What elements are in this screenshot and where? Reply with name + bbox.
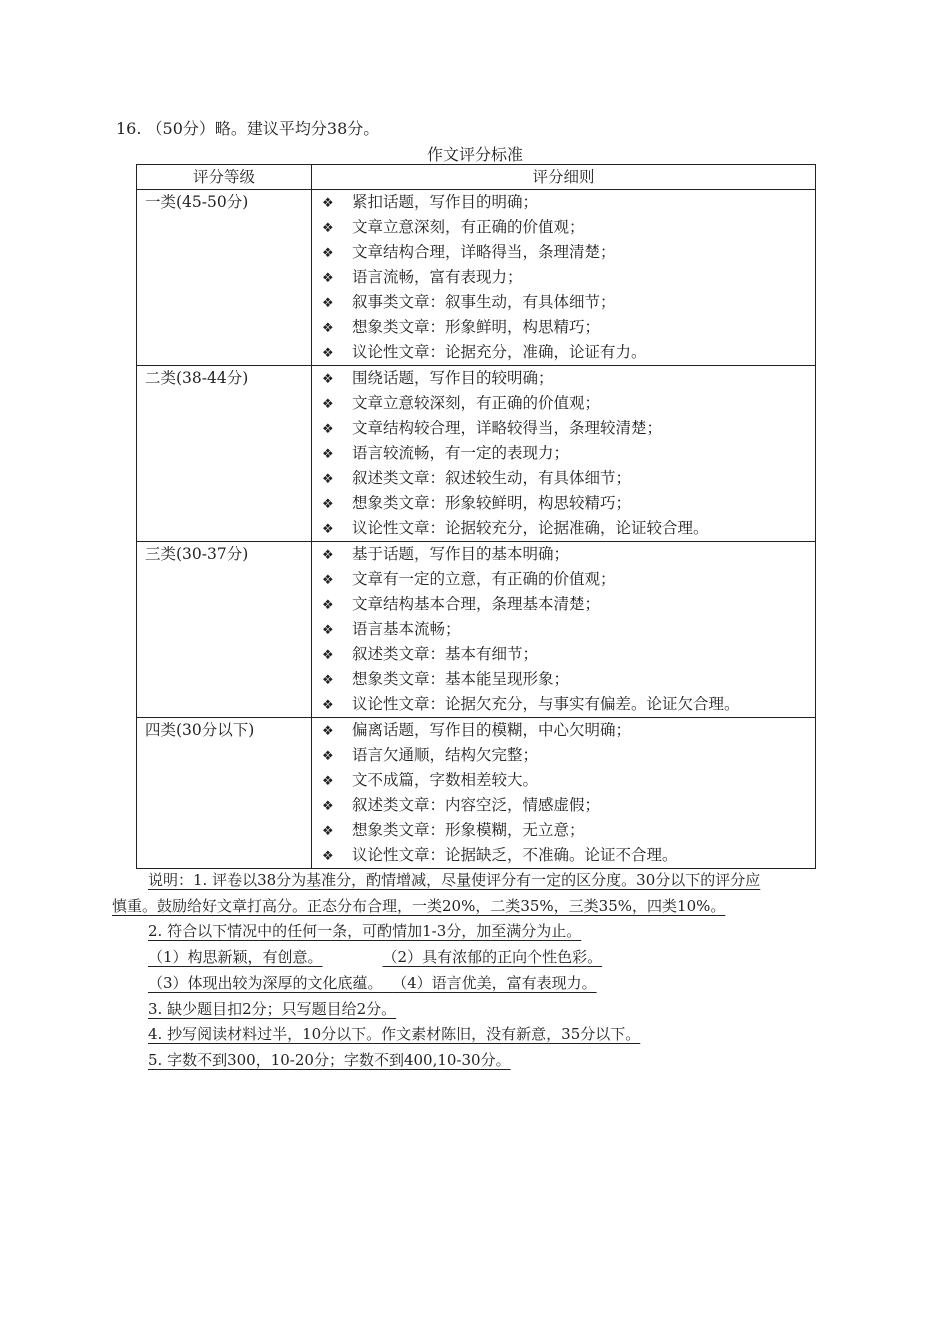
- criteria-text: 想象类文章：形象鲜明，构思精巧；: [352, 318, 601, 336]
- note-2-1: （1）构思新颖，有创意。: [148, 948, 323, 967]
- criteria-item: [312, 391, 815, 416]
- diamond-bullet-icon: ❖: [322, 623, 334, 638]
- diamond-bullet-icon: ❖: [322, 799, 334, 814]
- header-details: 评分细则: [312, 165, 816, 190]
- note-2: 2. 符合以下情况中的任何一条，可酌情加1-3分，加至满分为止。: [148, 922, 582, 941]
- criteria-item: [312, 667, 815, 692]
- criteria-item: [312, 592, 815, 617]
- table-row: [137, 190, 816, 366]
- criteria-text: 基于话题，写作目的基本明确；: [352, 545, 570, 563]
- table-row: [137, 718, 816, 869]
- note-2-2: （2）具有浓郁的正向个性色彩。: [382, 948, 603, 967]
- criteria-item: [312, 692, 815, 717]
- diamond-bullet-icon: ❖: [322, 372, 334, 387]
- table-row: [137, 542, 816, 718]
- criteria-item: [312, 416, 815, 441]
- diamond-bullet-icon: ❖: [322, 472, 334, 487]
- criteria-text: 叙述类文章：叙述较生动，有具体细节；: [352, 469, 632, 487]
- diamond-bullet-icon: ❖: [322, 246, 334, 261]
- criteria-item: [312, 315, 815, 340]
- question-line: 16. （50分）略。建议平均分38分。: [116, 119, 380, 138]
- grade-level: 一类(45-50分): [137, 190, 312, 366]
- note-3: 3. 缺少题目扣2分；只写题目给2分。: [148, 999, 397, 1018]
- criteria-text: 文不成篇，字数相差较大。: [352, 771, 539, 789]
- diamond-bullet-icon: ❖: [322, 673, 334, 688]
- criteria-item: [312, 366, 815, 391]
- diamond-bullet-icon: ❖: [322, 774, 334, 789]
- criteria-item: [312, 617, 815, 642]
- table-row: [137, 366, 816, 542]
- diamond-bullet-icon: ❖: [322, 598, 334, 613]
- diamond-bullet-icon: ❖: [322, 698, 334, 713]
- note-1b: 慎重。鼓励给好文章打高分。正态分布合理，一类20%，二类35%，三类35%，四类10%。: [112, 896, 726, 915]
- criteria-text: 语言基本流畅；: [352, 620, 461, 638]
- criteria-text: 文章立意深刻，有正确的价值观；: [352, 218, 585, 236]
- diamond-bullet-icon: ❖: [322, 548, 334, 563]
- diamond-bullet-icon: ❖: [322, 648, 334, 663]
- criteria-item: [312, 743, 815, 768]
- criteria-text: 议论性文章：论据欠充分，与事实有偏差。论证欠合理。: [352, 695, 740, 713]
- diamond-bullet-icon: ❖: [322, 447, 334, 462]
- diamond-bullet-icon: ❖: [322, 522, 334, 537]
- criteria-text: 想象类文章：基本能呈现形象；: [352, 670, 570, 688]
- criteria-item: [312, 290, 815, 315]
- criteria-item: [312, 466, 815, 491]
- grade-criteria: [312, 366, 816, 542]
- criteria-item: [312, 441, 815, 466]
- criteria-text: 文章结构基本合理，条理基本清楚；: [352, 595, 601, 613]
- diamond-bullet-icon: ❖: [322, 749, 334, 764]
- criteria-item: [312, 642, 815, 667]
- criteria-item: [312, 567, 815, 592]
- note-2-4: （4）语言优美，富有表现力。: [392, 973, 597, 992]
- diamond-bullet-icon: ❖: [322, 321, 334, 336]
- criteria-item: [312, 516, 815, 541]
- criteria-text: 紧扣话题，写作目的明确；: [352, 193, 539, 211]
- note-5: 5. 字数不到300，10-20分；字数不到400,10-30分。: [148, 1050, 511, 1069]
- diamond-bullet-icon: ❖: [322, 196, 334, 211]
- criteria-text: 议论性文章：论据较充分，论据准确，论证较合理。: [352, 519, 709, 537]
- criteria-text: 文章立意较深刻，有正确的价值观；: [352, 394, 601, 412]
- criteria-text: 想象类文章：形象模糊，无立意；: [352, 821, 585, 839]
- notes: [112, 868, 840, 1074]
- grade-criteria: [312, 718, 816, 869]
- criteria-text: 偏离话题，写作目的模糊，中心欠明确；: [352, 721, 632, 739]
- diamond-bullet-icon: ❖: [322, 824, 334, 839]
- header-level: 评分等级: [137, 165, 312, 190]
- scoring-table: [136, 164, 816, 869]
- diamond-bullet-icon: ❖: [322, 724, 334, 739]
- diamond-bullet-icon: ❖: [322, 271, 334, 286]
- criteria-text: 叙述类文章：基本有细节；: [352, 645, 539, 663]
- criteria-text: 文章结构合理，详略得当，条理清楚；: [352, 243, 616, 261]
- criteria-item: [312, 340, 815, 365]
- grade-level: 三类(30-37分): [137, 542, 312, 718]
- diamond-bullet-icon: ❖: [322, 346, 334, 361]
- note-2-3: （3）体现出较为深厚的文化底蕴。: [148, 973, 383, 992]
- diamond-bullet-icon: ❖: [322, 296, 334, 311]
- criteria-text: 围绕话题，写作目的较明确；: [352, 369, 554, 387]
- criteria-text: 语言较流畅，有一定的表现力；: [352, 444, 570, 462]
- criteria-item: [312, 215, 815, 240]
- criteria-text: 文章有一定的立意，有正确的价值观；: [352, 570, 616, 588]
- diamond-bullet-icon: ❖: [322, 397, 334, 412]
- criteria-item: [312, 265, 815, 290]
- criteria-item: [312, 718, 815, 743]
- criteria-item: [312, 843, 815, 868]
- diamond-bullet-icon: ❖: [322, 422, 334, 437]
- criteria-item: [312, 190, 815, 215]
- grade-level: 四类(30分以下): [137, 718, 312, 869]
- diamond-bullet-icon: ❖: [322, 849, 334, 864]
- criteria-text: 议论性文章：论据充分，准确，论证有力。: [352, 343, 647, 361]
- table-caption: 作文评分标准: [426, 145, 523, 164]
- criteria-text: 议论性文章：论据缺乏，不准确。论证不合理。: [352, 846, 678, 864]
- criteria-text: 叙述类文章：内容空泛，情感虚假；: [352, 796, 601, 814]
- diamond-bullet-icon: ❖: [322, 221, 334, 236]
- grade-criteria: [312, 190, 816, 366]
- note-1a: 说明：1. 评卷以38分为基准分，酌情增减，尽量使评分有一定的区分度。30分以下的评分应: [148, 871, 761, 889]
- criteria-item: [312, 240, 815, 265]
- criteria-item: [312, 768, 815, 793]
- criteria-item: [312, 491, 815, 516]
- diamond-bullet-icon: ❖: [322, 573, 334, 588]
- grade-level: 二类(38-44分): [137, 366, 312, 542]
- criteria-text: 语言欠通顺，结构欠完整；: [352, 746, 539, 764]
- criteria-text: 语言流畅，富有表现力；: [352, 268, 523, 286]
- note-4: 4. 抄写阅读材料过半，10分以下。作文素材陈旧，没有新意，35分以下。: [148, 1025, 641, 1044]
- criteria-item: [312, 818, 815, 843]
- criteria-text: 叙事类文章：叙事生动，有具体细节；: [352, 293, 616, 311]
- criteria-item: [312, 542, 815, 567]
- grade-criteria: [312, 542, 816, 718]
- criteria-text: 文章结构较合理，详略较得当，条理较清楚；: [352, 419, 663, 437]
- diamond-bullet-icon: ❖: [322, 497, 334, 512]
- criteria-item: [312, 793, 815, 818]
- criteria-text: 想象类文章：形象较鲜明，构思较精巧；: [352, 494, 632, 512]
